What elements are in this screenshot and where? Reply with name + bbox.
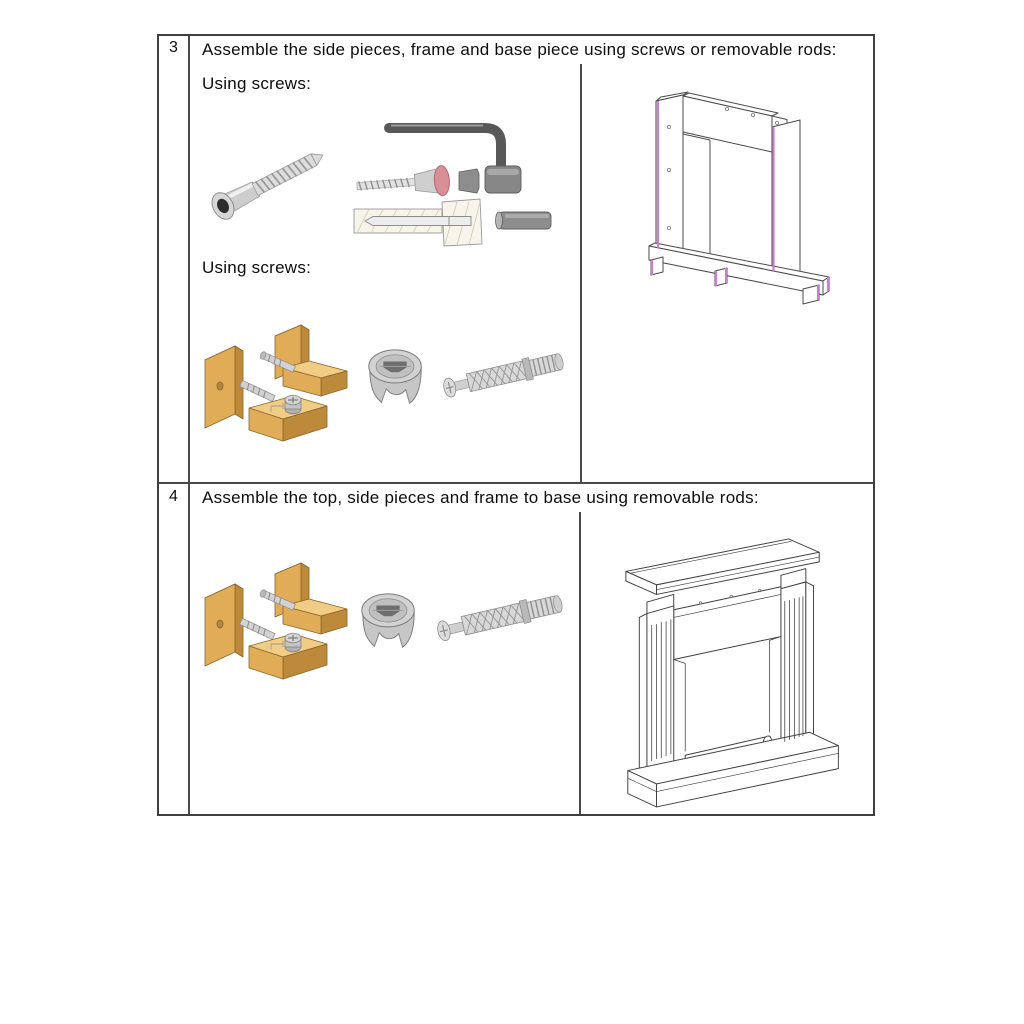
step3-method-label-2: Using screws:	[202, 258, 312, 277]
knurled-dowel-image-step4	[429, 576, 574, 651]
step3-method-label-1: Using screws:	[202, 74, 312, 93]
step4-instruction: Assemble the top, side pieces and frame to base using removable rods:	[202, 488, 759, 507]
knurled-dowel-icon	[435, 335, 575, 407]
confirmat-screw-icon	[207, 124, 337, 229]
cam-dowel-blocks-icon	[199, 320, 351, 452]
mantel-assembly-diagram	[601, 528, 869, 814]
step3-number: 3	[168, 39, 179, 56]
knurled-dowel-icon	[429, 576, 574, 651]
frame-assembly-diagram	[627, 82, 872, 310]
cam-dowel-blocks-image-step3	[199, 320, 351, 452]
mantel-diagram-icon	[601, 528, 869, 814]
cam-dowel-blocks-icon	[199, 558, 351, 690]
frame-diagram-icon	[627, 82, 872, 310]
cam-lock-icon	[362, 341, 430, 419]
hex-key-bolt-set-icon	[349, 106, 577, 248]
confirmat-screw-image	[207, 124, 337, 229]
hex-key-set-image	[349, 106, 577, 248]
step3-instruction: Assemble the side pieces, frame and base piece using screws or removable rods:	[202, 40, 837, 59]
knurled-dowel-image-step3	[435, 335, 575, 407]
step4-number: 4	[168, 488, 179, 505]
cam-lock-image-step3	[362, 341, 430, 419]
cam-lock-image-step4	[355, 585, 423, 663]
cam-dowel-blocks-image-step4	[199, 558, 351, 690]
row-divider	[159, 482, 873, 484]
step3-column-divider	[580, 64, 582, 482]
step4-column-divider	[579, 512, 581, 814]
instruction-table	[157, 34, 875, 816]
number-column-divider	[188, 36, 190, 814]
cam-lock-icon	[355, 585, 423, 663]
